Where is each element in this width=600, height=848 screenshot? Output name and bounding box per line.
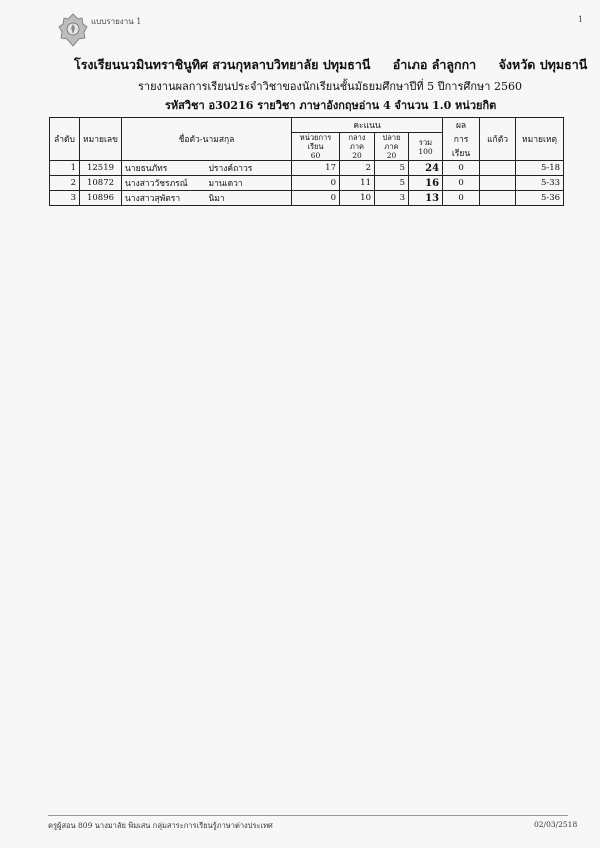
print-date: 02/03/2518 xyxy=(534,820,578,829)
page-number: 1 xyxy=(578,15,584,24)
col-total-max: 100 xyxy=(418,146,433,156)
row-last-name: ปรางค์ถาวร xyxy=(206,161,292,176)
row-final-score: 5 xyxy=(375,176,409,191)
col-unit-max: 60 xyxy=(310,151,321,160)
row-note: 5-33 xyxy=(516,176,564,191)
table-row xyxy=(50,191,564,206)
row-unit-score: 0 xyxy=(292,191,340,206)
row-fix xyxy=(480,176,516,191)
row-note: 5-36 xyxy=(516,191,564,206)
row-id: 10896 xyxy=(80,191,122,206)
row-note: 5-18 xyxy=(516,161,564,176)
row-grade: 0 xyxy=(443,176,480,191)
row-id: 12519 xyxy=(80,161,122,176)
row-order: 2 xyxy=(50,176,80,191)
col-result xyxy=(443,118,480,161)
row-mid-score: 11 xyxy=(340,176,375,191)
row-order: 3 xyxy=(50,191,80,206)
col-total xyxy=(409,133,443,161)
row-grade: 0 xyxy=(443,191,480,206)
table-row xyxy=(50,176,564,191)
row-mid-score: 10 xyxy=(340,191,375,206)
row-fix xyxy=(480,161,516,176)
teacher-footer: ครูผู้สอน 809 นางมาลัย พิมเสน กลุ่มสาระการเรียนรู้ภาษาต่างประเทศ xyxy=(48,821,273,830)
form-label: แบบรายงาน 1 xyxy=(91,17,142,26)
row-unit-score: 17 xyxy=(292,161,340,176)
col-unit-label: หน่วยการเรียน xyxy=(299,133,332,151)
grades-table xyxy=(49,117,564,206)
row-unit-score: 0 xyxy=(292,176,340,191)
header-row xyxy=(50,118,564,133)
col-final-max: 20 xyxy=(386,151,397,160)
col-final xyxy=(375,133,409,161)
table-row xyxy=(50,161,564,176)
col-order: ลำดับ xyxy=(50,118,80,161)
row-order: 1 xyxy=(50,161,80,176)
col-final-label: ปลายภาค xyxy=(382,133,401,151)
province-name: จังหวัด ปทุมธานี xyxy=(498,57,588,72)
col-result-line1: ผล xyxy=(455,121,467,131)
row-first-name: นางสาววัชรภรณ์ xyxy=(122,176,206,191)
col-mid xyxy=(340,133,375,161)
col-unit xyxy=(292,133,340,161)
col-mid-label: กลางภาค xyxy=(348,133,366,151)
col-name: ชื่อตัว-นามสกุล xyxy=(122,118,292,161)
col-note: หมายเหตุ xyxy=(516,118,564,161)
row-first-name: นางสาวสุพัตรา xyxy=(122,191,206,206)
row-final-score: 3 xyxy=(375,191,409,206)
col-score-group: คะแนน xyxy=(292,118,443,133)
col-result-line2: การเรียน xyxy=(451,135,471,159)
row-total-score: 24 xyxy=(409,161,443,176)
row-total-score: 13 xyxy=(409,191,443,206)
row-fix xyxy=(480,191,516,206)
col-mid-max: 20 xyxy=(352,151,362,160)
row-grade: 0 xyxy=(443,161,480,176)
row-first-name: นายธนภัทร xyxy=(122,161,206,176)
school-crest-icon xyxy=(58,13,88,47)
school-header xyxy=(74,55,600,75)
district-name: อำเภอ ลำลูกกา xyxy=(392,57,477,72)
footer-divider xyxy=(48,815,568,816)
row-total-score: 16 xyxy=(409,176,443,191)
row-mid-score: 2 xyxy=(340,161,375,176)
row-last-name: นิมา xyxy=(206,191,292,206)
report-title: รายงานผลการเรียนประจำวิชาของนักเรียนชั้นมัธยมศึกษาปีที่ 5 ปีการศึกษา 2560 xyxy=(138,80,522,93)
row-last-name: มานเดวา xyxy=(206,176,292,191)
row-id: 10872 xyxy=(80,176,122,191)
col-fix: แก้ตัว xyxy=(480,118,516,161)
col-total-label: รวม xyxy=(418,137,433,147)
course-line: รหัสวิชา อ30216 รายวิชา ภาษาอังกฤษอ่าน 4 จำนวน 1.0 หน่วยกิต xyxy=(165,99,497,112)
school-name: โรงเรียนนวมินทราชินูทิศ สวนกุหลาบวิทยาลัย ปทุมธานี xyxy=(74,57,371,72)
row-final-score: 5 xyxy=(375,161,409,176)
col-id: หมายเลข xyxy=(80,118,122,161)
